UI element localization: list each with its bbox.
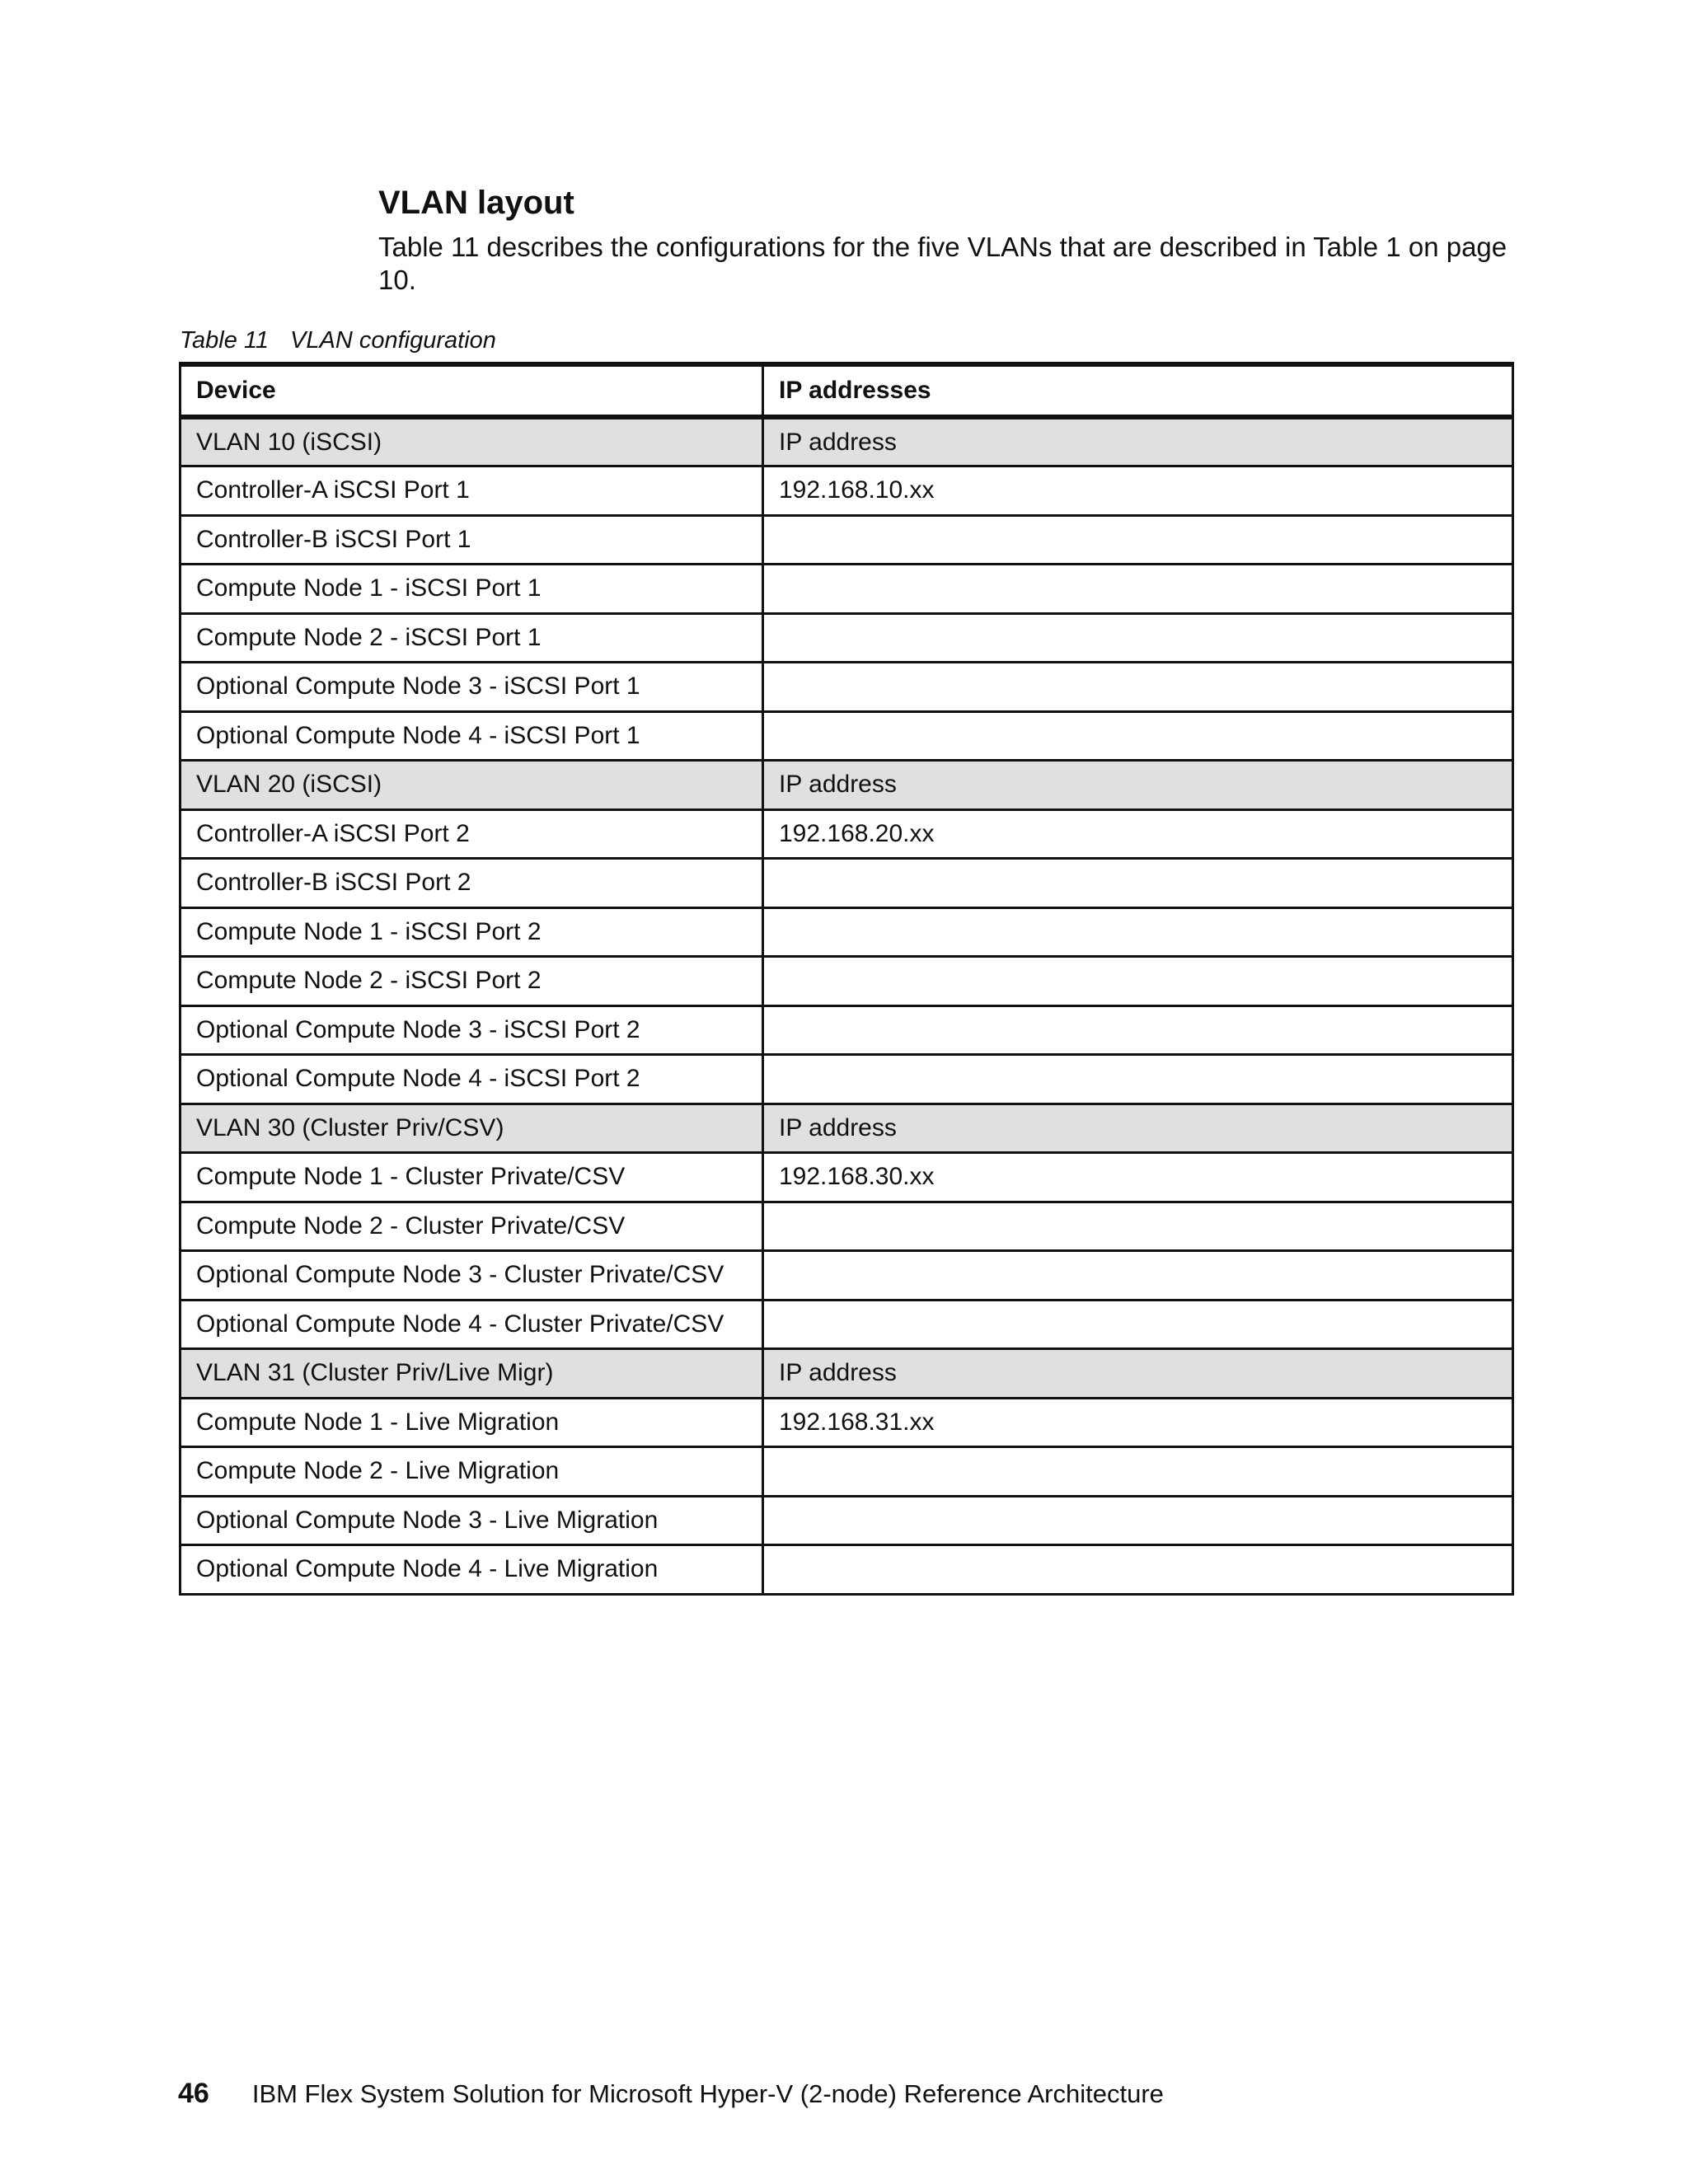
table-header-row bbox=[181, 364, 1513, 417]
page-footer bbox=[178, 2077, 1164, 2111]
device-cell: Compute Node 2 - iSCSI Port 2 bbox=[181, 957, 763, 1006]
table-row bbox=[181, 711, 1513, 761]
table-row bbox=[181, 1496, 1513, 1545]
ip-address-cell bbox=[763, 957, 1513, 1006]
device-cell: Optional Compute Node 4 - iSCSI Port 1 bbox=[181, 711, 763, 761]
table-row bbox=[181, 957, 1513, 1006]
section-title: VLAN layout bbox=[378, 185, 574, 221]
device-cell: VLAN 10 (iSCSI) bbox=[181, 417, 763, 466]
table-row bbox=[181, 1055, 1513, 1104]
table-row bbox=[181, 1202, 1513, 1251]
device-cell: Optional Compute Node 4 - Live Migration bbox=[181, 1545, 763, 1595]
table-row bbox=[181, 809, 1513, 859]
device-cell: Optional Compute Node 3 - Live Migration bbox=[181, 1496, 763, 1545]
device-cell: VLAN 20 (iSCSI) bbox=[181, 761, 763, 810]
ip-address-cell: IP address bbox=[763, 417, 1513, 466]
table-row bbox=[181, 1300, 1513, 1349]
table-row bbox=[181, 1251, 1513, 1301]
table-caption-title: VLAN configuration bbox=[290, 327, 496, 354]
device-cell: Optional Compute Node 4 - iSCSI Port 2 bbox=[181, 1055, 763, 1104]
ip-address-cell bbox=[763, 1545, 1513, 1595]
device-cell: Optional Compute Node 3 - iSCSI Port 2 bbox=[181, 1005, 763, 1055]
device-cell: Compute Node 2 - iSCSI Port 1 bbox=[181, 613, 763, 663]
ip-address-cell bbox=[763, 1496, 1513, 1545]
device-cell: Controller-B iSCSI Port 2 bbox=[181, 859, 763, 908]
table-row bbox=[181, 859, 1513, 908]
ip-address-cell: 192.168.10.xx bbox=[763, 466, 1513, 516]
ip-address-cell bbox=[763, 1055, 1513, 1104]
device-cell: Optional Compute Node 3 - Cluster Private/CSV bbox=[181, 1251, 763, 1301]
device-cell: Optional Compute Node 3 - iSCSI Port 1 bbox=[181, 663, 763, 712]
header-device: Device bbox=[181, 364, 763, 417]
table-row bbox=[181, 613, 1513, 663]
ip-address-cell bbox=[763, 1447, 1513, 1497]
ip-address-cell bbox=[763, 565, 1513, 614]
ip-address-cell bbox=[763, 1202, 1513, 1251]
device-cell: VLAN 30 (Cluster Priv/CSV) bbox=[181, 1104, 763, 1153]
document-title: IBM Flex System Solution for Microsoft Hyper-V (2-node) Reference Architecture bbox=[251, 2079, 1164, 2108]
vlan-group-row bbox=[181, 417, 1513, 466]
ip-address-cell: IP address bbox=[763, 1104, 1513, 1153]
vlan-group-row bbox=[181, 1349, 1513, 1399]
table-body bbox=[181, 417, 1513, 1594]
page-number: 46 bbox=[178, 2078, 209, 2109]
device-cell: Controller-B iSCSI Port 1 bbox=[181, 515, 763, 565]
device-cell: Compute Node 1 - iSCSI Port 1 bbox=[181, 565, 763, 614]
ip-address-cell: 192.168.31.xx bbox=[763, 1398, 1513, 1447]
device-cell: Compute Node 1 - Cluster Private/CSV bbox=[181, 1153, 763, 1202]
device-cell: Compute Node 2 - Cluster Private/CSV bbox=[181, 1202, 763, 1251]
vlan-configuration-table bbox=[179, 362, 1514, 1596]
vlan-group-row bbox=[181, 1104, 1513, 1153]
ip-address-cell bbox=[763, 859, 1513, 908]
table-row bbox=[181, 466, 1513, 516]
intro-paragraph: Table 11 describes the configurations for the five VLANs that are described in Table 1 on page 10. bbox=[378, 232, 1507, 295]
table-caption bbox=[180, 326, 496, 355]
ip-address-cell bbox=[763, 907, 1513, 957]
ip-address-cell bbox=[763, 663, 1513, 712]
device-cell: Compute Node 1 - Live Migration bbox=[181, 1398, 763, 1447]
table-row bbox=[181, 1153, 1513, 1202]
device-cell: Optional Compute Node 4 - Cluster Private/CSV bbox=[181, 1300, 763, 1349]
ip-address-cell: 192.168.20.xx bbox=[763, 809, 1513, 859]
table-caption-number: Table 11 bbox=[180, 327, 270, 354]
ip-address-cell bbox=[763, 711, 1513, 761]
device-cell: VLAN 31 (Cluster Priv/Live Migr) bbox=[181, 1349, 763, 1399]
ip-address-cell: IP address bbox=[763, 761, 1513, 810]
table-row bbox=[181, 663, 1513, 712]
table-row bbox=[181, 1447, 1513, 1497]
ip-address-cell bbox=[763, 1251, 1513, 1301]
table-row bbox=[181, 1545, 1513, 1595]
ip-address-cell bbox=[763, 1300, 1513, 1349]
ip-address-cell: IP address bbox=[763, 1349, 1513, 1399]
device-cell: Compute Node 2 - Live Migration bbox=[181, 1447, 763, 1497]
ip-address-cell bbox=[763, 1005, 1513, 1055]
table-row bbox=[181, 565, 1513, 614]
device-cell: Controller-A iSCSI Port 1 bbox=[181, 466, 763, 516]
table-row bbox=[181, 515, 1513, 565]
ip-address-cell bbox=[763, 613, 1513, 663]
ip-address-cell: 192.168.30.xx bbox=[763, 1153, 1513, 1202]
vlan-group-row bbox=[181, 761, 1513, 810]
table-row bbox=[181, 1398, 1513, 1447]
table-row bbox=[181, 907, 1513, 957]
ip-address-cell bbox=[763, 515, 1513, 565]
device-cell: Compute Node 1 - iSCSI Port 2 bbox=[181, 907, 763, 957]
header-ip-addresses: IP addresses bbox=[763, 364, 1513, 417]
table-row bbox=[181, 1005, 1513, 1055]
device-cell: Controller-A iSCSI Port 2 bbox=[181, 809, 763, 859]
